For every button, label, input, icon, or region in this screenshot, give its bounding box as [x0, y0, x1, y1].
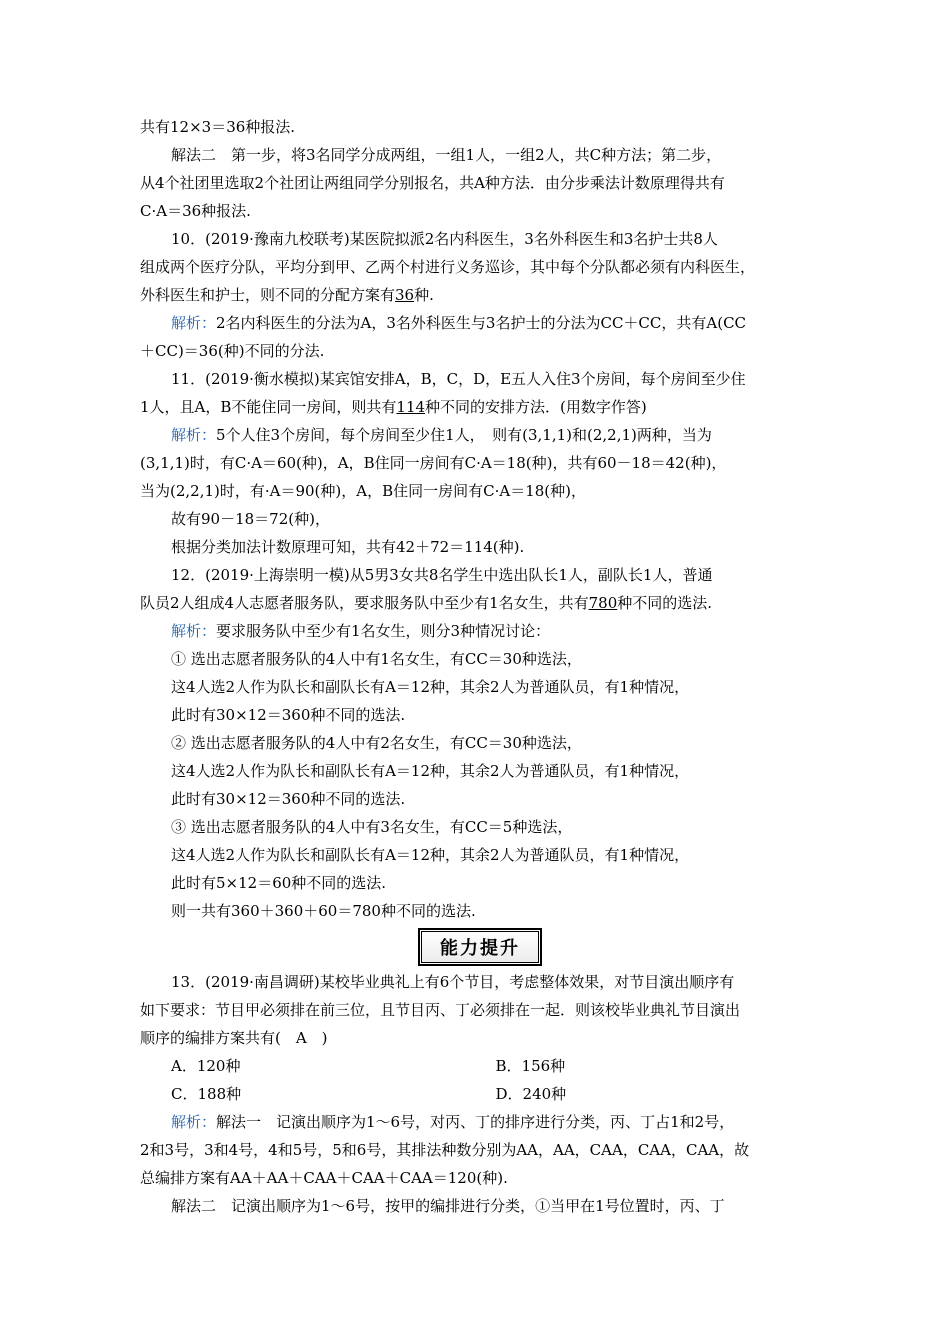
question-13-line: 13．(2019·南昌调研)某校毕业典礼上有6个节目，考虑整体效果，对节目演出顺序有	[171, 973, 735, 991]
text-line: 共有12×3＝36种报法.	[140, 118, 296, 136]
text-line: 这4人选2人作为队长和副队长有A＝12种，其余2人为普通队员，有1种情况，	[171, 846, 690, 864]
solution-line: 解析：2名内科医生的分法为A，3名外科医生与3名护士的分法为CC＋CC，共有A(CC	[171, 314, 747, 332]
option-c: C．188种	[171, 1085, 242, 1103]
text-line: (3,1,1)时，有C·A＝60(种)，A，B住同一房间有C·A＝18(种)，共有60－18＝42(种)，	[140, 454, 727, 472]
text-line: 此时有5×12＝60种不同的选法.	[171, 874, 387, 892]
option-a: A．120种	[171, 1057, 241, 1075]
document-page	[140, 113, 820, 1220]
solution-label: 解析：	[171, 1113, 217, 1131]
solution-label: 解析：	[171, 426, 217, 444]
text-line: 则一共有360＋360＋60＝780种不同的选法.	[171, 902, 476, 920]
section-title: 能力提升	[421, 931, 539, 963]
text-line: 此时有30×12＝360种不同的选法.	[171, 706, 406, 724]
text-line: 外科医生和护士，则不同的分配方案有36种.	[140, 286, 434, 304]
text-line: C·A＝36种报法.	[140, 202, 251, 220]
text-line: 队员2人组成4人志愿者服务队，要求服务队中至少有1名女生，共有780种不同的选法.	[140, 594, 713, 612]
section-header	[140, 926, 820, 968]
option-b: B．156种	[495, 1057, 566, 1075]
answer-blank: 36	[395, 286, 415, 304]
question-12-line: 12．(2019·上海崇明一模)从5男3女共8名学生中选出队长1人，副队长1人，普通	[171, 566, 713, 584]
text-line: 这4人选2人作为队长和副队长有A＝12种，其余2人为普通队员，有1种情况，	[171, 762, 690, 780]
solution-line: 解析：要求服务队中至少有1名女生，则分3种情况讨论：	[171, 622, 551, 640]
text-line: 故有90－18＝72(种)，	[171, 510, 330, 528]
text-line: ＋CC)＝36(种)不同的分法.	[140, 342, 325, 360]
text-line: ① 选出志愿者服务队的4人中有1名女生，有CC＝30种选法，	[171, 650, 582, 668]
text-line: ② 选出志愿者服务队的4人中有2名女生，有CC＝30种选法，	[171, 734, 582, 752]
text-line: 当为(2,2,1)时，有·A＝90(种)，A，B住同一房间有C·A＝18(种)，	[140, 482, 586, 500]
text-line: 总编排方案有AA＋AA＋CAA＋CAA＋CAA＝120(种).	[140, 1169, 508, 1187]
question-11-line: 11．(2019·衡水模拟)某宾馆安排A，B，C，D，E五人入住3个房间，每个房间至少住	[171, 370, 746, 388]
question-10-line: 10．(2019·豫南九校联考)某医院拟派2名内科医生，3名外科医生和3名护士共8人	[171, 230, 718, 248]
text-line: 这4人选2人作为队长和副队长有A＝12种，其余2人为普通队员，有1种情况，	[171, 678, 690, 696]
solution-line: 解析：解法一 记演出顺序为1～6号，对丙、丁的排序进行分类，丙、丁占1和2号，	[171, 1113, 735, 1131]
answer-blank: 114	[396, 398, 426, 416]
text-line: 解法二 第一步，将3名同学分成两组，一组1人，一组2人，共C种方法；第二步，	[171, 146, 722, 164]
text-line: 组成两个医疗分队，平均分到甲、乙两个村进行义务巡诊，其中每个分队都必须有内科医生，	[140, 258, 756, 276]
text-line: 2和3号，3和4号，4和5号，5和6号，其排法种数分别为AA，AA，CAA，CAA，CAA，故	[140, 1141, 750, 1159]
text-line: 根据分类加法计数原理可知，共有42＋72＝114(种).	[171, 538, 525, 556]
answer-blank: 780	[588, 594, 618, 612]
option-d: D．240种	[495, 1085, 567, 1103]
options-row	[140, 1080, 820, 1108]
solution-label: 解析：	[171, 314, 217, 332]
options-row	[140, 1052, 820, 1080]
text-line: 1人，且A，B不能住同一房间，则共有114种不同的安排方法．(用数字作答)	[140, 398, 647, 416]
text-line: 从4个社团里选取2个社团让两组同学分别报名，共A种方法．由分步乘法计数原理得共有	[140, 174, 725, 192]
text-line: 如下要求：节目甲必须排在前三位，且节目丙、丁必须排在一起．则该校毕业典礼节目演出	[140, 1001, 741, 1019]
text-line: 此时有30×12＝360种不同的选法.	[171, 790, 406, 808]
text-line: 解法二 记演出顺序为1～6号，按甲的编排进行分类，①当甲在1号位置时，丙、丁	[171, 1197, 725, 1215]
text-line: ③ 选出志愿者服务队的4人中有3名女生，有CC＝5种选法，	[171, 818, 573, 836]
text-line: 顺序的编排方案共有( A )	[140, 1029, 328, 1047]
solution-line: 解析：5个人住3个房间，每个房间至少住1人， 则有(3,1,1)和(2,2,1)两种，当为	[171, 426, 712, 444]
solution-label: 解析：	[171, 622, 217, 640]
